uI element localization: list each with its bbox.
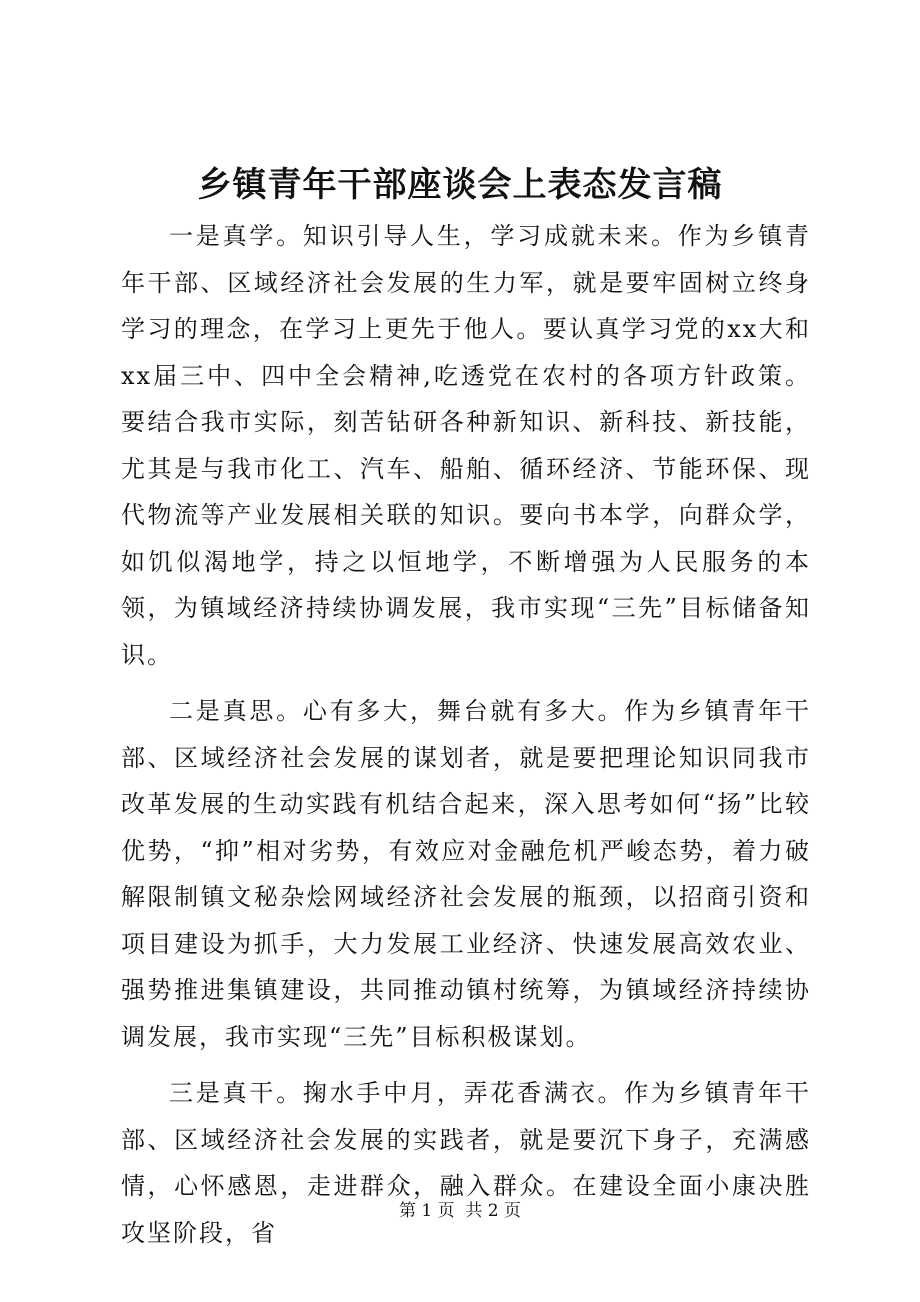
paragraph-1: 一是真学。知识引导人生，学习成就未来。作为乡镇青年干部、区域经济社会发展的生力军，就是要牢固树立终身学习的理念，在学习上更先于他人。要认真学习党的xx大和xx届三中、四中全会精神,吃透党在农村的各项方针政策。要结合我市实际，刻苦钻研各种新知识、新科技、新技能，尤其是与我市化工、汽车、船舶、循环经济、节能环保、现代物流等产业发展相关联的知识。要向书本学，向群众学，如饥似渴地学，持之以恒地学，不断增强为人民服务的本领，为镇域经济持续协调发展，我市实现“三先”目标储备知识。 [121,222,811,669]
document-title: 乡镇青年干部座谈会上表态发言稿 [197,165,723,205]
document-body [121,213,811,1256]
page-footer [0,1198,920,1224]
paragraph-2: 二是真思。心有多大，舞台就有多大。作为乡镇青年干部、区域经济社会发展的谋划者，就是要把理论知识同我市改革发展的生动实践有机结合起来，深入思考如何“扬”比较优势，“抑”相对劣势，有效应对金融危机严峻态势，着力破解限制镇文秘杂烩网域经济社会发展的瓶颈，以招商引资和项目建设为抓手，大力发展工业经济、快速发展高效农业、强势推进集镇建设，共同推动镇村统筹，为镇域经济持续协调发展，我市实现“三先”目标积极谋划。 [121,697,811,1051]
page-number: 第 1 页 共 2 页 [398,1201,522,1221]
paragraph-3: 三是真干。掬水手中月，弄花香满衣。作为乡镇青年干部、区域经济社会发展的实践者，就是要沉下身子，充满感情，心怀感恩，走进群众，融入群众。在建设全面小康决胜攻坚阶段，省 [121,1079,811,1247]
